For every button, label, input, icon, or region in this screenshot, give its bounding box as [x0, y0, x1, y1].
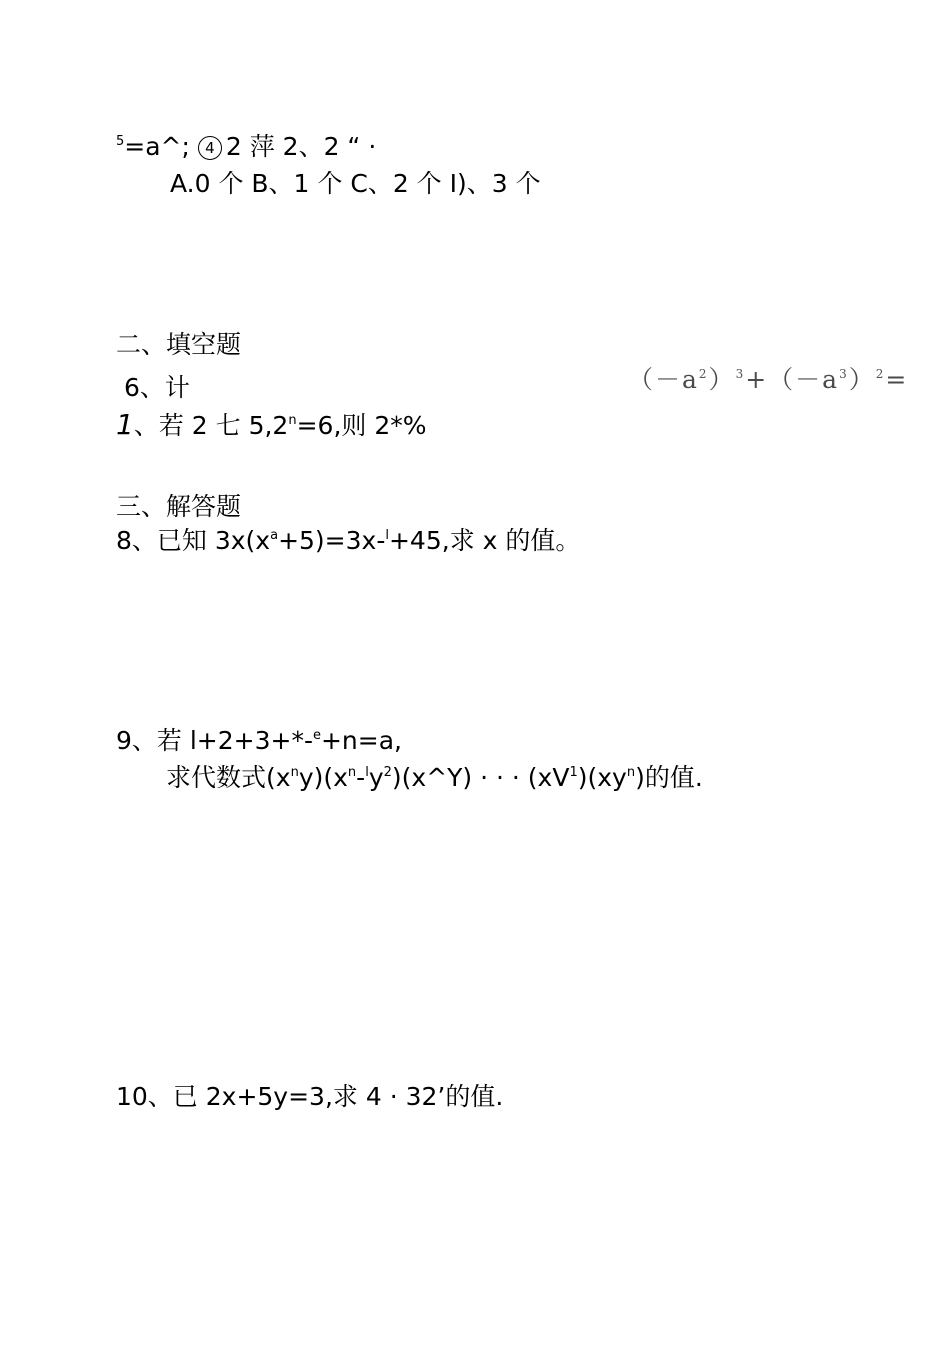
- options-rest: 2 萍 2、2 “ ·: [225, 132, 377, 161]
- question-9-line-1: 9、若 l+2+3+*-$^e$+n=a,: [116, 726, 402, 755]
- question-7: 1、若 2 七 $5,2^n=6$,则 2*%: [116, 408, 427, 441]
- question-7-number: 1: [116, 408, 134, 441]
- fill-in-heading: 二、填空题: [116, 330, 242, 359]
- question-6-formula: $(-a^2)^3+(-a^3)^2=$: [628, 365, 909, 394]
- options-text: =a^;: [124, 132, 198, 161]
- question-6-label: 6、计: [124, 373, 190, 402]
- question-10: 10、已 2x+5y=3,求 4 · 32’的值.: [116, 1082, 504, 1111]
- question-8: 8、已知 $3x(x^a+5)=3x-^l+45$,求 x 的值。: [116, 526, 581, 555]
- superscript: 5: [116, 134, 125, 149]
- answer-section-heading: 三、解答题: [116, 492, 242, 521]
- options-line: [116, 132, 376, 162]
- answer-choices: A.0 个 B、1 个 C、2 个 I)、3 个: [170, 169, 541, 198]
- question-9-line-2: 求代数式$(x^ny)(x^n-^ly^2)(x\^{}Y)$ · · · $(xV^1)(xy^n)$的值.: [166, 763, 703, 792]
- circled-number: 4: [198, 136, 222, 160]
